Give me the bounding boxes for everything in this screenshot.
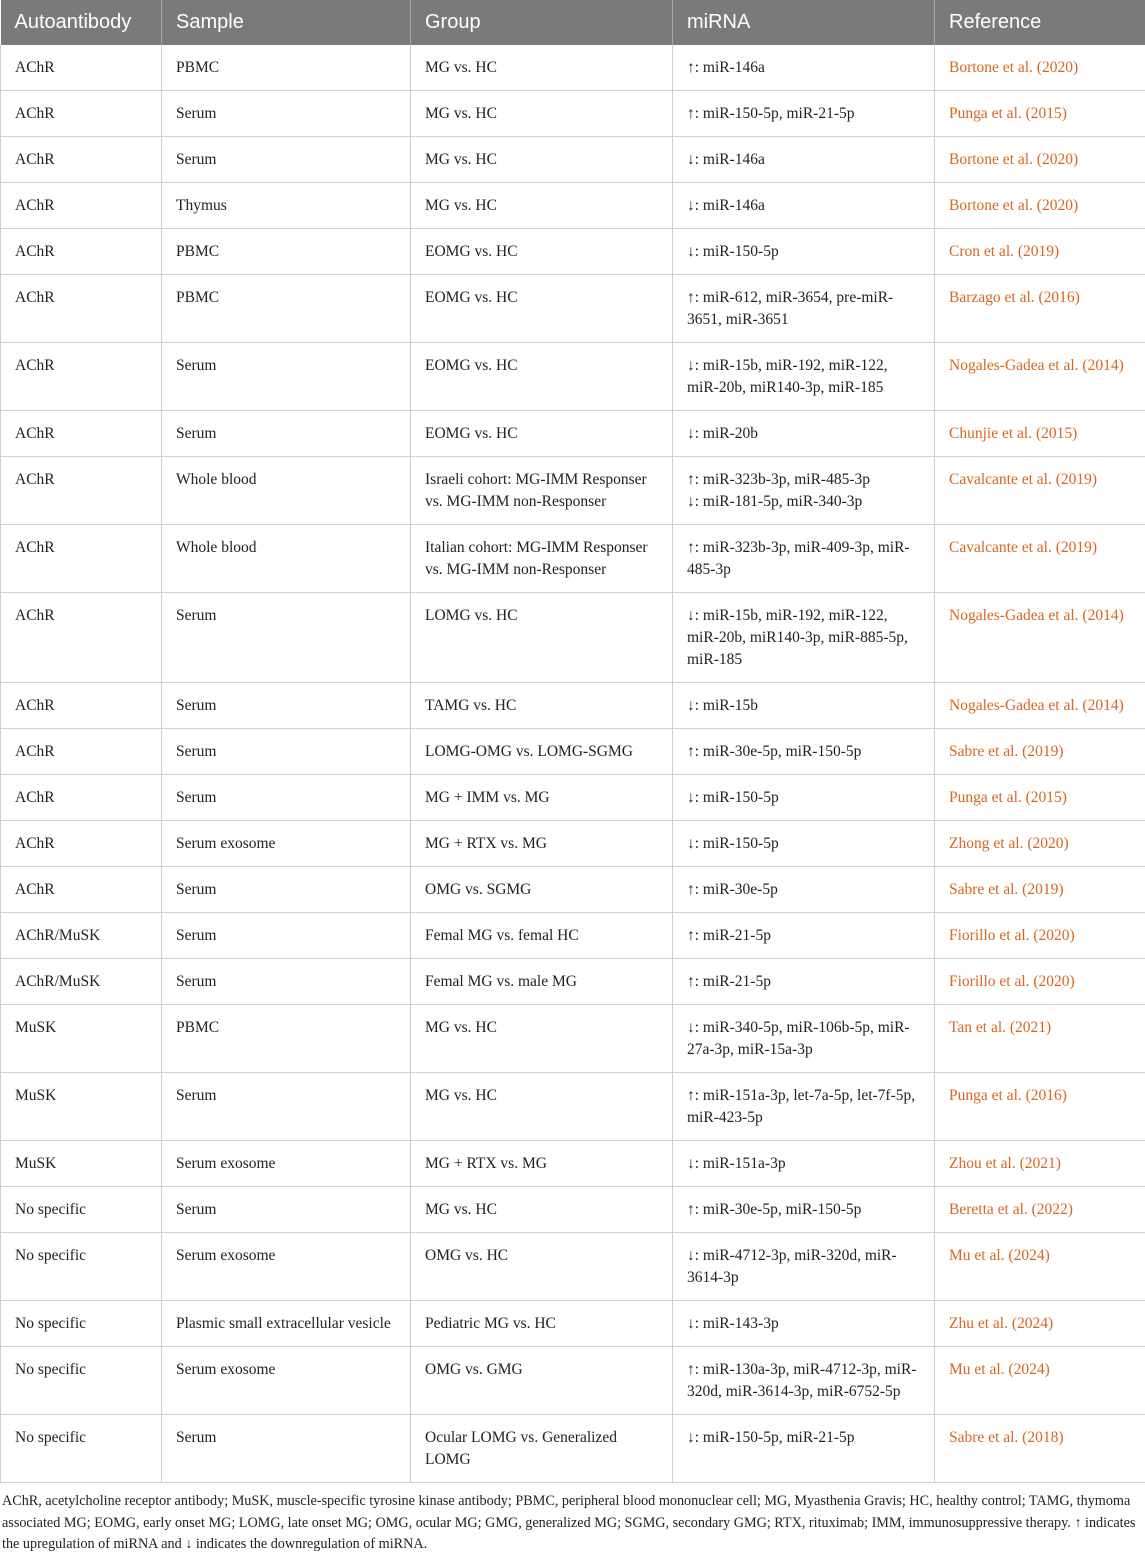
cell-group: EOMG vs. HC (411, 411, 673, 457)
cell-autoantibody: AChR/MuSK (1, 959, 162, 1005)
table-row (1, 183, 1145, 229)
table-body (1, 45, 1145, 1483)
cell-mirna: ↓: miR-15b (673, 683, 935, 729)
reference-link[interactable]: Cavalcante et al. (2019) (935, 457, 1145, 525)
cell-sample: Serum (162, 1187, 411, 1233)
cell-sample: Serum (162, 913, 411, 959)
cell-group: MG vs. HC (411, 1005, 673, 1073)
cell-mirna: ↑: miR-21-5p (673, 959, 935, 1005)
cell-mirna: ↓: miR-150-5p (673, 775, 935, 821)
table-row (1, 275, 1145, 343)
reference-link[interactable]: Nogales-Gadea et al. (2014) (935, 343, 1145, 411)
table-row (1, 593, 1145, 683)
cell-autoantibody: MuSK (1, 1073, 162, 1141)
table-row (1, 45, 1145, 91)
cell-autoantibody: AChR (1, 183, 162, 229)
cell-sample: Whole blood (162, 457, 411, 525)
cell-autoantibody: AChR (1, 275, 162, 343)
reference-link[interactable]: Mu et al. (2024) (935, 1233, 1145, 1301)
cell-autoantibody: AChR (1, 775, 162, 821)
table-row (1, 525, 1145, 593)
cell-sample: Serum exosome (162, 1233, 411, 1301)
cell-autoantibody: MuSK (1, 1141, 162, 1187)
cell-group: Israeli cohort: MG-IMM Responser vs. MG-IMM non-Responser (411, 457, 673, 525)
reference-link[interactable]: Fiorillo et al. (2020) (935, 959, 1145, 1005)
cell-mirna: ↑: miR-21-5p (673, 913, 935, 959)
cell-group: MG vs. HC (411, 91, 673, 137)
reference-link[interactable]: Nogales-Gadea et al. (2014) (935, 683, 1145, 729)
reference-link[interactable]: Punga et al. (2016) (935, 1073, 1145, 1141)
reference-link[interactable]: Zhu et al. (2024) (935, 1301, 1145, 1347)
table-row (1, 1347, 1145, 1415)
cell-sample: Serum (162, 593, 411, 683)
cell-group: MG vs. HC (411, 1073, 673, 1141)
cell-mirna: ↓: miR-15b, miR-192, miR-122, miR-20b, miR140-3p, miR-185 (673, 343, 935, 411)
cell-mirna: ↓: miR-4712-3p, miR-320d, miR-3614-3p (673, 1233, 935, 1301)
cell-mirna: ↓: miR-146a (673, 183, 935, 229)
cell-autoantibody: No specific (1, 1233, 162, 1301)
reference-link[interactable]: Bortone et al. (2020) (935, 137, 1145, 183)
reference-link[interactable]: Chunjie et al. (2015) (935, 411, 1145, 457)
cell-sample: Serum (162, 959, 411, 1005)
column-header-autoantibody: Autoantibody (1, 0, 162, 45)
cell-autoantibody: AChR (1, 137, 162, 183)
reference-link[interactable]: Sabre et al. (2019) (935, 867, 1145, 913)
column-header-group: Group (411, 0, 673, 45)
table-row (1, 411, 1145, 457)
cell-group: MG vs. HC (411, 137, 673, 183)
cell-sample: Serum exosome (162, 821, 411, 867)
table-row (1, 229, 1145, 275)
cell-autoantibody: AChR (1, 457, 162, 525)
cell-group: TAMG vs. HC (411, 683, 673, 729)
cell-autoantibody: AChR (1, 821, 162, 867)
cell-group: Femal MG vs. male MG (411, 959, 673, 1005)
cell-group: MG + IMM vs. MG (411, 775, 673, 821)
reference-link[interactable]: Punga et al. (2015) (935, 91, 1145, 137)
cell-mirna: ↑: miR-30e-5p, miR-150-5p (673, 1187, 935, 1233)
cell-mirna: ↑: miR-151a-3p, let-7a-5p, let-7f-5p, miR-423-5p (673, 1073, 935, 1141)
cell-sample: Serum (162, 1415, 411, 1483)
cell-autoantibody: No specific (1, 1415, 162, 1483)
table-row (1, 1301, 1145, 1347)
cell-sample: Serum (162, 343, 411, 411)
table-row (1, 1233, 1145, 1301)
cell-group: Italian cohort: MG-IMM Responser vs. MG-IMM non-Responser (411, 525, 673, 593)
cell-autoantibody: AChR (1, 525, 162, 593)
column-header-reference: Reference (935, 0, 1145, 45)
column-header-mirna: miRNA (673, 0, 935, 45)
cell-sample: PBMC (162, 45, 411, 91)
cell-mirna: ↓: miR-20b (673, 411, 935, 457)
cell-sample: Serum exosome (162, 1141, 411, 1187)
cell-group: MG + RTX vs. MG (411, 821, 673, 867)
reference-link[interactable]: Fiorillo et al. (2020) (935, 913, 1145, 959)
cell-mirna: ↓: miR-151a-3p (673, 1141, 935, 1187)
table-row (1, 683, 1145, 729)
cell-mirna: ↓: miR-15b, miR-192, miR-122, miR-20b, miR140-3p, miR-885-5p, miR-185 (673, 593, 935, 683)
cell-autoantibody: AChR (1, 91, 162, 137)
cell-group: EOMG vs. HC (411, 343, 673, 411)
cell-mirna: ↑: miR-612, miR-3654, pre-miR-3651, miR-3651 (673, 275, 935, 343)
cell-sample: Serum exosome (162, 1347, 411, 1415)
table-row (1, 1005, 1145, 1073)
cell-sample: PBMC (162, 275, 411, 343)
reference-link[interactable]: Sabre et al. (2019) (935, 729, 1145, 775)
cell-sample: Plasmic small extracellular vesicle (162, 1301, 411, 1347)
cell-group: LOMG-OMG vs. LOMG-SGMG (411, 729, 673, 775)
cell-mirna: ↑: miR-146a (673, 45, 935, 91)
column-header-sample: Sample (162, 0, 411, 45)
cell-autoantibody: No specific (1, 1301, 162, 1347)
cell-autoantibody: AChR (1, 867, 162, 913)
table-header-row (1, 0, 1145, 45)
cell-mirna: ↑: miR-323b-3p, miR-409-3p, miR-485-3p (673, 525, 935, 593)
cell-autoantibody: AChR (1, 343, 162, 411)
cell-sample: Serum (162, 137, 411, 183)
cell-group: EOMG vs. HC (411, 229, 673, 275)
cell-group: OMG vs. SGMG (411, 867, 673, 913)
cell-sample: Thymus (162, 183, 411, 229)
cell-sample: Serum (162, 683, 411, 729)
cell-group: EOMG vs. HC (411, 275, 673, 343)
cell-autoantibody: AChR (1, 729, 162, 775)
cell-sample: Serum (162, 775, 411, 821)
reference-link[interactable]: Beretta et al. (2022) (935, 1187, 1145, 1233)
cell-group: Pediatric MG vs. HC (411, 1301, 673, 1347)
cell-autoantibody: AChR (1, 411, 162, 457)
cell-mirna: ↓: miR-340-5p, miR-106b-5p, miR-27a-3p, miR-15a-3p (673, 1005, 935, 1073)
cell-autoantibody: MuSK (1, 1005, 162, 1073)
cell-autoantibody: No specific (1, 1347, 162, 1415)
reference-link[interactable]: Sabre et al. (2018) (935, 1415, 1145, 1483)
cell-autoantibody: No specific (1, 1187, 162, 1233)
cell-group: Ocular LOMG vs. Generalized LOMG (411, 1415, 673, 1483)
cell-mirna: ↓: miR-146a (673, 137, 935, 183)
reference-link[interactable]: Zhou et al. (2021) (935, 1141, 1145, 1187)
table-row (1, 91, 1145, 137)
reference-link[interactable]: Punga et al. (2015) (935, 775, 1145, 821)
cell-sample: PBMC (162, 229, 411, 275)
table-row (1, 867, 1145, 913)
reference-link[interactable]: Zhong et al. (2020) (935, 821, 1145, 867)
table-row (1, 1415, 1145, 1483)
cell-group: MG + RTX vs. MG (411, 1141, 673, 1187)
cell-group: OMG vs. GMG (411, 1347, 673, 1415)
cell-group: Femal MG vs. femal HC (411, 913, 673, 959)
table-row (1, 1187, 1145, 1233)
cell-group: LOMG vs. HC (411, 593, 673, 683)
cell-mirna: ↓: miR-150-5p (673, 821, 935, 867)
cell-sample: PBMC (162, 1005, 411, 1073)
reference-link[interactable]: Barzago et al. (2016) (935, 275, 1145, 343)
cell-mirna: ↓: miR-150-5p, miR-21-5p (673, 1415, 935, 1483)
cell-mirna: ↑: miR-323b-3p, miR-485-3p ↓: miR-181-5p, miR-340-3p (673, 457, 935, 525)
table-row (1, 821, 1145, 867)
cell-autoantibody: AChR (1, 683, 162, 729)
cell-sample: Whole blood (162, 525, 411, 593)
cell-sample: Serum (162, 1073, 411, 1141)
cell-group: MG vs. HC (411, 45, 673, 91)
table-row (1, 343, 1145, 411)
cell-group: MG vs. HC (411, 1187, 673, 1233)
cell-group: MG vs. HC (411, 183, 673, 229)
cell-autoantibody: AChR/MuSK (1, 913, 162, 959)
reference-link[interactable]: Bortone et al. (2020) (935, 183, 1145, 229)
reference-link[interactable]: Tan et al. (2021) (935, 1005, 1145, 1073)
cell-autoantibody: AChR (1, 593, 162, 683)
cell-mirna: ↑: miR-30e-5p (673, 867, 935, 913)
cell-sample: Serum (162, 411, 411, 457)
cell-mirna: ↓: miR-150-5p (673, 229, 935, 275)
cell-mirna: ↓: miR-143-3p (673, 1301, 935, 1347)
table-row (1, 137, 1145, 183)
table-row (1, 1073, 1145, 1141)
cell-autoantibody: AChR (1, 45, 162, 91)
cell-autoantibody: AChR (1, 229, 162, 275)
cell-group: OMG vs. HC (411, 1233, 673, 1301)
table-footnote: AChR, acetylcholine receptor antibody; MuSK, muscle-specific tyrosine kinase antibody; PBMC, peripheral blood mononuclear cell; MG, Myasthenia Gravis; HC, healthy control; TAMG, thymoma associated MG; EOMG, early onset MG; LOMG, late onset MG; OMG, ocular MG; GMG, generalized MG; SGMG, secondary GMG; RTX, rituximab; IMM, immunosuppressive therapy. ↑ indicates the upregulation of miRNA and ↓ indicates the downregulation of miRNA. (2, 1493, 1136, 1552)
reference-link[interactable]: Cron et al. (2019) (935, 229, 1145, 275)
table-row (1, 959, 1145, 1005)
reference-link[interactable]: Nogales-Gadea et al. (2014) (935, 593, 1145, 683)
table-row (1, 457, 1145, 525)
cell-sample: Serum (162, 867, 411, 913)
table-row (1, 729, 1145, 775)
reference-link[interactable]: Mu et al. (2024) (935, 1347, 1145, 1415)
cell-sample: Serum (162, 91, 411, 137)
reference-link[interactable]: Cavalcante et al. (2019) (935, 525, 1145, 593)
table-row (1, 1141, 1145, 1187)
table-row (1, 775, 1145, 821)
cell-sample: Serum (162, 729, 411, 775)
table-row (1, 913, 1145, 959)
cell-mirna: ↑: miR-130a-3p, miR-4712-3p, miR-320d, miR-3614-3p, miR-6752-5p (673, 1347, 935, 1415)
reference-link[interactable]: Bortone et al. (2020) (935, 45, 1145, 91)
cell-mirna: ↑: miR-30e-5p, miR-150-5p (673, 729, 935, 775)
cell-mirna: ↑: miR-150-5p, miR-21-5p (673, 91, 935, 137)
